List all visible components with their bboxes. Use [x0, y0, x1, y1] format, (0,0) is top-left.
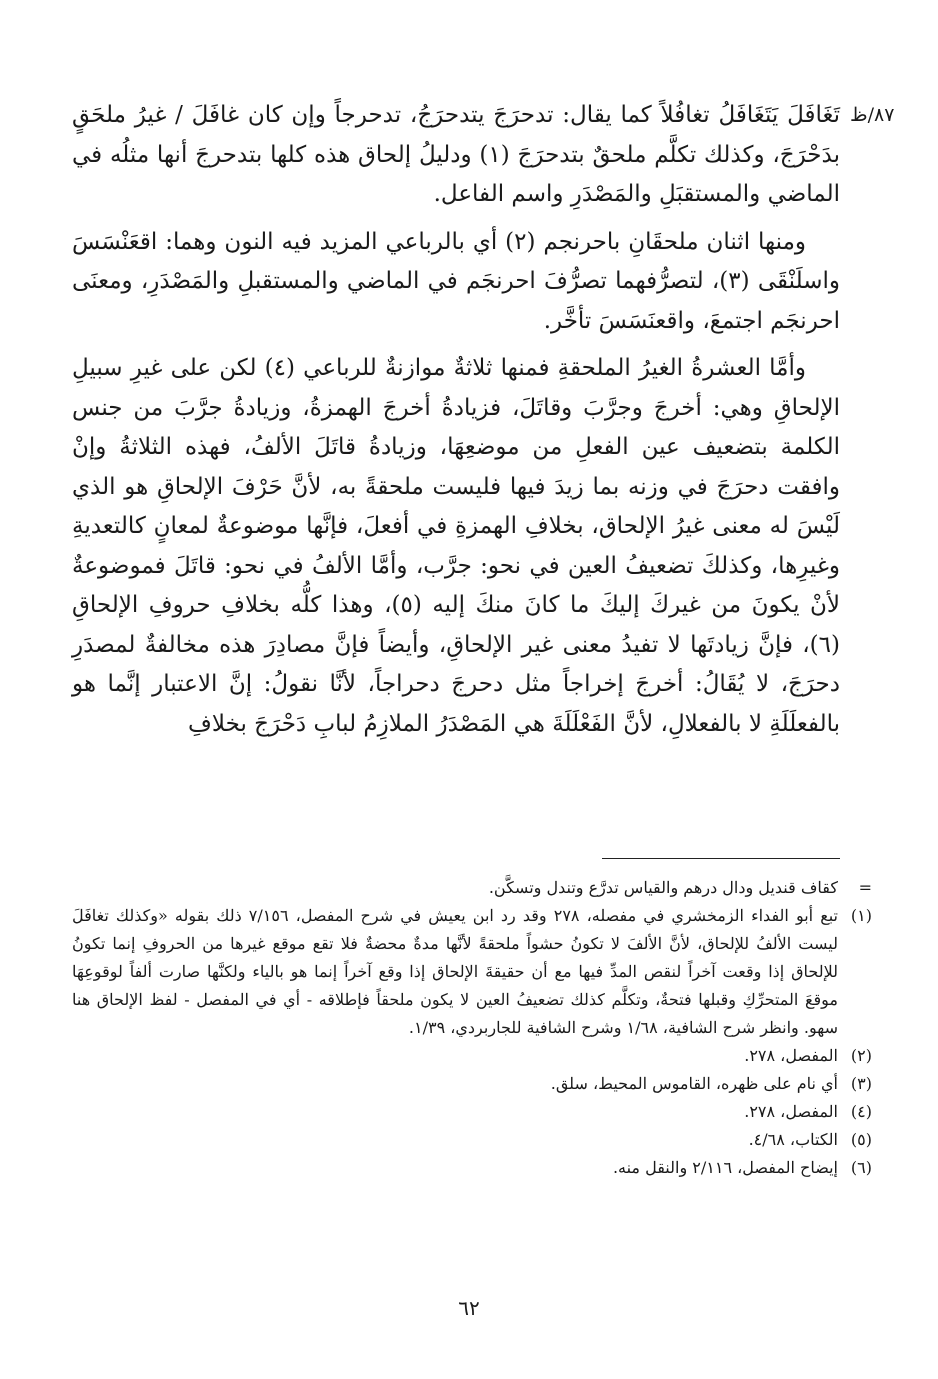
- paragraph-3: وأمَّا العشرةُ الغيرُ الملحقةِ فمنها ثلاثةٌ موازنةٌ للرباعي (٤) لكن على غيرِ سبيلِ الإلحاقِ وهي: أخرجَ وجرَّبَ وقاتَلَ، فزيادةُ أخرجَ الهمزةُ، وزيادةُ جرَّبَ من جنس الكلمة بتضعيف عين الفعلِ من موضعِهَا، وزيادةُ قاتَلَ الألفُ، فهذه الثلاثةُ وإنْ وافقت دحرَجَ في وزنه بما زيدَ فيها فليست ملحقةً به، لأنَّ حَرْفَ الإلحاقِ هو الذي لَيْسَ له معنى غيرُ الإلحاق، بخلافِ الهمزةِ في أفعلَ، فإنَّها موضوعةٌ لمعانٍ كالتعديةِ وغيرِها، وكذلكَ تضعيفُ العين في نحو: جرَّب، وأمَّا الألفُ في نحو: قاتَلَ فموضوعةٌ لأنْ يكونَ من غيركَ إليكَ ما كانَ منكَ إليه (٥)، وهذا كلُّه بخلافِ حروفِ الإلحاقِ (٦)، فإنَّ زيادتَها لا تفيدُ معنى غير الإلحاقِ، وأيضاً فإنَّ مصادِرَ هذه مخالفةٌ لمصدَرِ دحرَجَ، لا يُقَالُ: أخرجَ إخراجاً مثل دحرجَ دحراجاً، لأنَّا نقولُ: إنَّ الاعتبار إنَّما هو بالفعلَلَةِ لا بالفعلالِ، لأنَّ الفَعْلَلَةَ هي المَصْدَرُ الملازِمُ لبابِ دَحْرَجَ بخلافِ: [72, 355, 840, 737]
- footnote-number: =: [858, 878, 872, 897]
- page-number: ٦٢: [458, 1296, 480, 1320]
- footnote-number: (٦): [850, 1158, 872, 1177]
- paragraph-1: تَغَافَلَ يَتَغَافَلُ تغافُلاً كما يقال: تدحرَجَ يتدحرَجُ، تدحرجاً وإن كان غافَلَ / غيرُ ملحَقٍ بدَحْرَجَ، وكذلك تكلَّم ملحقٌ بتدحرَجَ (١) ودليلُ إلحاق هذه كلها بتدحرجَ أنها مثلُه في الماضي والمستقبَلِ والمَصْدَرِ واسم الفاعل.: [72, 102, 840, 207]
- footnote: [72, 902, 872, 1042]
- footnote-text: الكتاب، ٤/٦٨.: [748, 1130, 838, 1149]
- footnote-text: المفصل، ٢٧٨.: [744, 1102, 838, 1121]
- footnote: [72, 1042, 872, 1070]
- footnote-number: (١): [850, 906, 872, 925]
- footnote-separator: [602, 858, 840, 859]
- footnote-text: إيضاح المفصل، ٢/١١٦ والنقل منه.: [612, 1158, 838, 1177]
- footnote-text: كقاف قنديل ودال درهم والقياس تدرَّع وتندل وتسكَّن.: [488, 878, 838, 897]
- footnote: [72, 874, 872, 902]
- footnote: [72, 1154, 872, 1182]
- paragraph-2: ومنها اثنان ملحقَانِ باحرنجم (٢) أي بالرباعي المزيد فيه النون وهما: اقعَنْسَسَ واسلَنْقَى (٣)، لتصرُّفهما تصرُّفَ احرنجَم في الماضي والمستقبلِ والمَصْدَرِ، ومعنَى احرنجَم اجتمعَ، واقعنَسَسَ تأخَّر.: [72, 228, 840, 334]
- footnote-text: أي نام على ظهره، القاموس المحيط، سلق.: [550, 1074, 838, 1093]
- footnote: [72, 1126, 872, 1154]
- footnote-text: تبع أبو الفداء الزمخشري في مفصله، ٢٧٨ وقد رد ابن يعيش في شرح المفصل، ٧/١٥٦ ذلك بقوله «وكذلك تغافَلَ ليست الألفُ للإلحاق، لأنَّ الألفَ لا تكونُ حشواً ملحقةً لأنَّها مدةٌ محضةٌ فلا تقع موقع غيرها من الحروفِ إنما تكونُ للإلحاق إذا وقعت آخراً لنقص المدِّ فيها مع أن حقيقةَ الإلحاق إذا وقع آخراً إنما هو بالياء ولكنَّها صارت ألفاً لوقوعِهَا موقعَ المتحرِّكِ وقبلها فتحةٌ، وتكلَّم كذلك تضعيفُ العين لا يكون ملحقاً فإطلاقه - أي في المفصل - لفظ الإلحاق هنا سهو. وانظر شرح الشافية، ١/٦٨ وشرح الشافية للجاربردي، ١/٣٩.: [72, 906, 838, 1037]
- footnote-number: (٤): [850, 1102, 872, 1121]
- footnote-number: (٥): [850, 1130, 872, 1149]
- footnote-number: (٢): [850, 1046, 872, 1065]
- margin-folio-note: ٨٧/ظ: [850, 104, 895, 126]
- main-text: [72, 96, 840, 744]
- footnote: [72, 1098, 872, 1126]
- footnote-text: المفصل، ٢٧٨.: [744, 1046, 838, 1065]
- footnote-number: (٣): [850, 1074, 872, 1093]
- footnote: [72, 1070, 872, 1098]
- footnotes: [72, 874, 872, 1182]
